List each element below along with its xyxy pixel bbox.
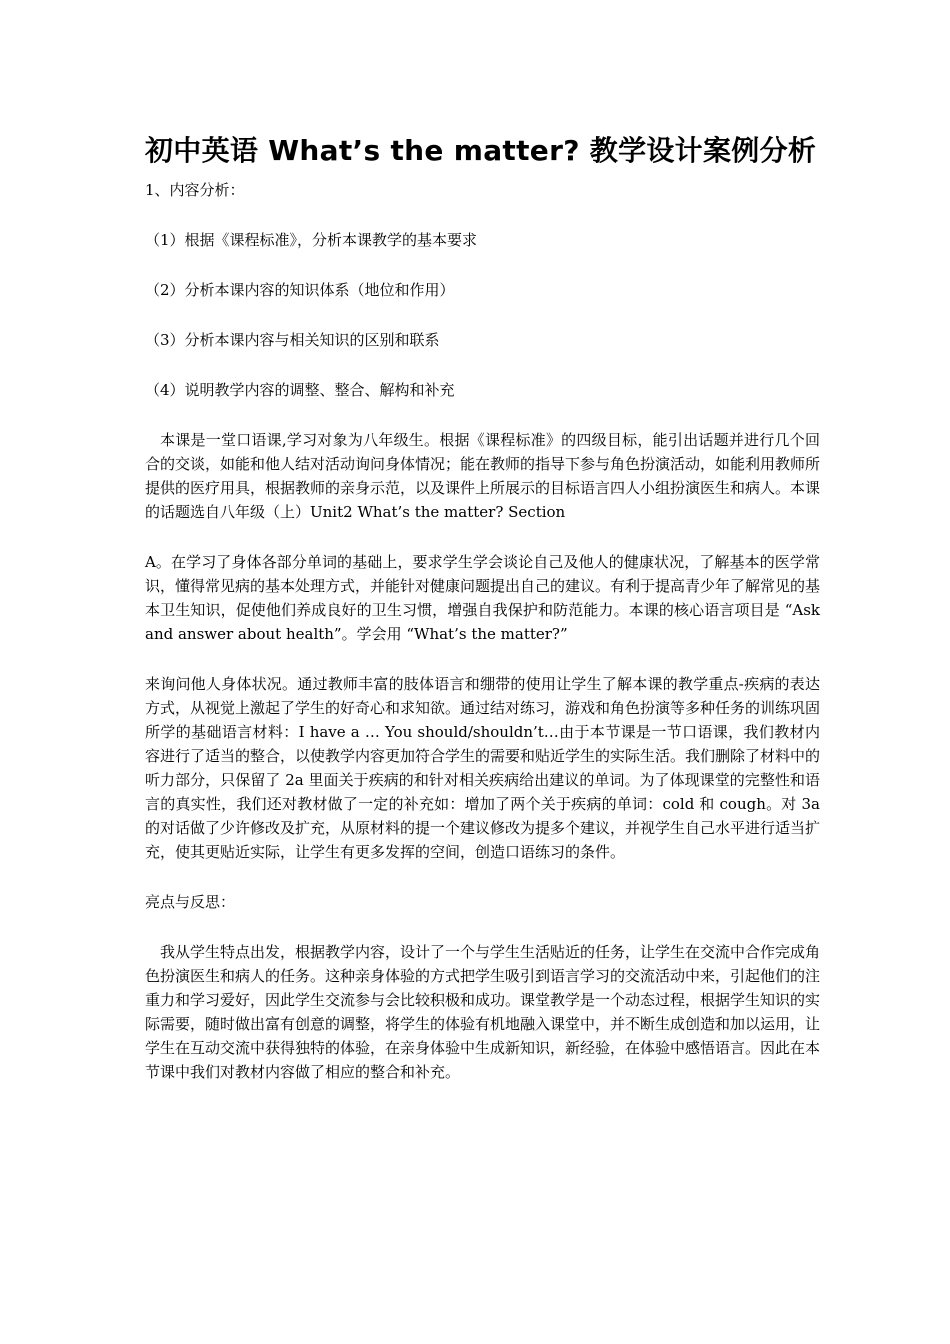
body-paragraph-4: 我从学生特点出发，根据教学内容，设计了一个与学生生活贴近的任务，让学生在交流中合作完成角色扮演医生和病人的任务。这种亲身体验的方式把学生吸引到语言学习的交流活动中来，引起他们的注重力和学习爱好，因此学生交流参与会比较积极和成功。课堂教学是一个动态过程，根据学生知识的实际需要，随时做出富有创意的调整，将学生的体验有机地融入课堂中，并不断生成创造和加以运用，让学生在互动交流中获得独特的体验，在亲身体验中生成新知识，新经验，在体验中感悟语言。因此在本节课中我们对教材内容做了相应的整合和补充。	[145, 943, 821, 1081]
section-heading-content-analysis: 1、内容分析：	[145, 181, 245, 199]
document-page	[145, 128, 820, 1084]
highlights-heading: 亮点与反思：	[145, 893, 236, 911]
analysis-item-4: （4）说明教学内容的调整、整合、解构和补充	[145, 381, 455, 399]
document-title: 初中英语 What’s the matter? 教学设计案例分析	[145, 134, 817, 167]
body-paragraph-2: A。在学习了身体各部分单词的基础上，要求学生学会谈论自己及他人的健康状况，了解基本的医学常识，懂得常见病的基本处理方式，并能针对健康问题提出自己的建议。有利于提高青少年了解常见的基本卫生知识，促使他们养成良好的卫生习惯，增强自我保护和防范能力。本课的核心语言项目是 “Ask and answer about health”。学会用 “What’s the matter?”	[145, 553, 821, 643]
body-paragraph-3: 来询问他人身体状况。通过教师丰富的肢体语言和绷带的使用让学生了解本课的教学重点-疾病的表达方式，从视觉上激起了学生的好奇心和求知欲。通过结对练习，游戏和角色扮演等多种任务的训练巩固所学的基础语言材料：I have a … You should/shouldn’t…由于本节课是一节口语课，我们教材内容进行了适当的整合，以使教学内容更加符合学生的需要和贴近学生的实际生活。我们删除了材料中的听力部分，只保留了 2a 里面关于疾病的和针对相关疾病给出建议的单词。为了体现课堂的完整性和语言的真实性，我们还对教材做了一定的补充如：增加了两个关于疾病的单词：cold 和 cough。对 3a 的对话做了少许修改及扩充，从原材料的提一个建议修改为提多个建议，并视学生自己水平进行适当扩充，使其更贴近实际，让学生有更多发挥的空间，创造口语练习的条件。	[145, 675, 821, 861]
analysis-item-1: （1）根据《课程标准》，分析本课教学的基本要求	[145, 231, 478, 249]
body-paragraph-1: 本课是一堂口语课,学习对象为八年级生。根据《课程标准》的四级目标，能引出话题并进行几个回合的交谈，如能和他人结对活动询问身体情况；能在教师的指导下参与角色扮演活动，如能利用教师所提供的医疗用具，根据教师的亲身示范，以及课件上所展示的目标语言四人小组扮演医生和病人。本课的话题选自八年级（上）Unit2 What’s the matter? Section	[145, 431, 821, 521]
analysis-item-3: （3）分析本课内容与相关知识的区别和联系	[145, 331, 440, 349]
analysis-item-2: （2）分析本课内容的知识体系（地位和作用）	[145, 281, 455, 299]
